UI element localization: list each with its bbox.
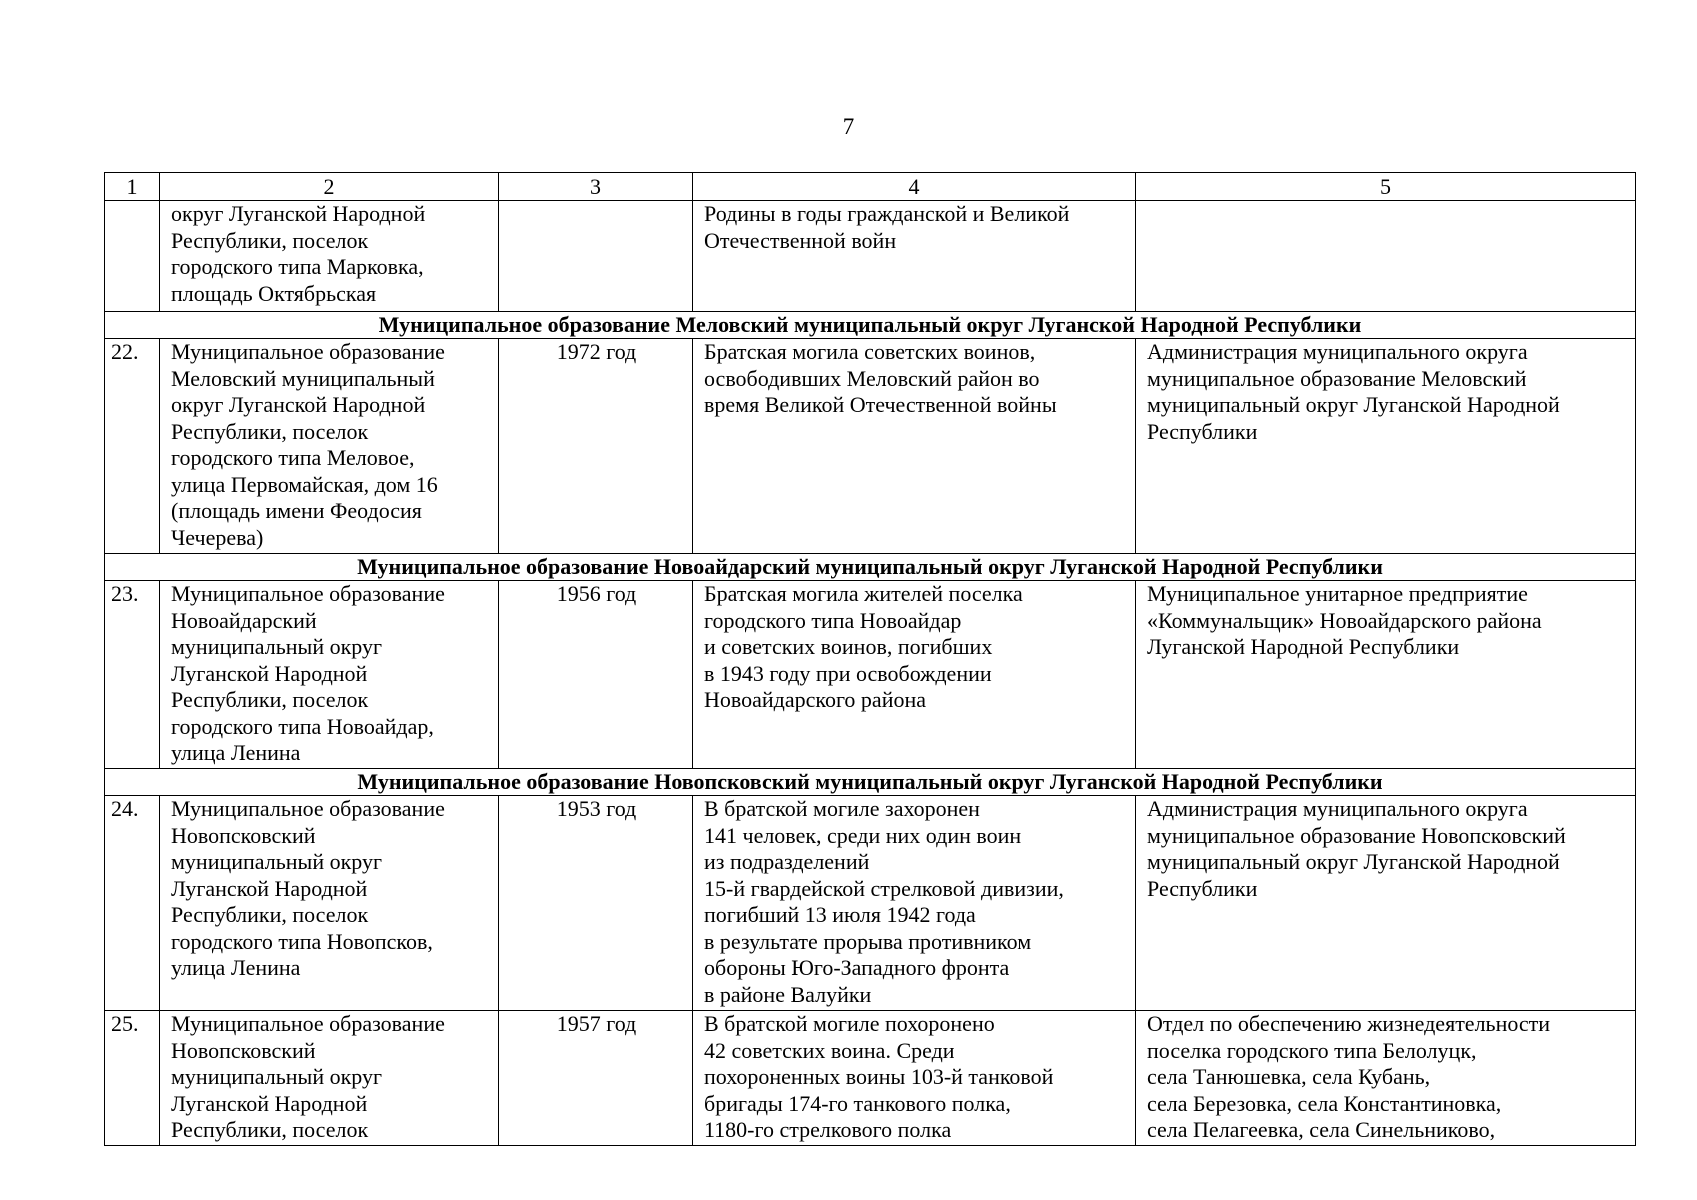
- memorial-registry-table: [104, 172, 1636, 1146]
- responsible-cell: Администрация муниципального округа муниципальное образование Меловский муниципальный округ Луганской Народной Республики: [1136, 339, 1636, 554]
- year-cell: [499, 201, 693, 312]
- address-cell: Муниципальное образование Меловский муниципальный округ Луганской Народной Республики, поселок городского типа Меловое, улица Первомайская, дом 16 (площадь имени Феодосия Чечерева): [160, 339, 499, 554]
- section-header-novopskov: [105, 769, 1636, 796]
- year-cell: 1957 год: [499, 1011, 693, 1146]
- responsible-cell: Муниципальное унитарное предприятие «Коммунальщик» Новоайдарского района Луганской Народной Республики: [1136, 581, 1636, 769]
- responsible-cell: Отдел по обеспечению жизнедеятельности поселка городского типа Белолуцк, села Танюшевка, села Кубань, села Березовка, села Константиновка, села Пелагеевка, села Синельниково,: [1136, 1011, 1636, 1146]
- description-cell: Родины в годы гражданской и Великой Отечественной войн: [693, 201, 1136, 312]
- responsible-cell: [1136, 201, 1636, 312]
- description-cell: В братской могиле похоронено 42 советских воина. Среди похороненных воины 103-й танковой бригады 174-го танкового полка, 1180-го стрелкового полка: [693, 1011, 1136, 1146]
- page-number: 7: [842, 114, 855, 139]
- table-row-22: [105, 339, 1636, 554]
- section-title: Муниципальное образование Новопсковский муниципальный округ Луганской Народной Республики: [105, 769, 1636, 796]
- address-cell: округ Луганской Народной Республики, поселок городского типа Марковка, площадь Октябрьская: [160, 201, 499, 312]
- responsible-cell: Администрация муниципального округа муниципальное образование Новопсковский муниципальный округ Луганской Народной Республики: [1136, 796, 1636, 1011]
- address-cell: Муниципальное образование Новопсковский муниципальный округ Луганской Народной Республики, поселок городского типа Новопсков, улица Ленина: [160, 796, 499, 1011]
- column-number-1: 1: [105, 173, 160, 201]
- section-header-novoaydar: [105, 554, 1636, 581]
- address-cell: Муниципальное образование Новопсковский муниципальный округ Луганской Народной Республики, поселок: [160, 1011, 499, 1146]
- row-number-cell: 22.: [105, 339, 160, 554]
- column-number-4: 4: [693, 173, 1136, 201]
- section-title: Муниципальное образование Меловский муниципальный округ Луганской Народной Республики: [105, 312, 1636, 339]
- row-number-cell: 25.: [105, 1011, 160, 1146]
- table-row-continued: [105, 201, 1636, 312]
- column-number-5: 5: [1136, 173, 1636, 201]
- address-cell: Муниципальное образование Новоайдарский муниципальный округ Луганской Народной Республики, поселок городского типа Новоайдар, улица Ленина: [160, 581, 499, 769]
- description-cell: Братская могила советских воинов, освободивших Меловский район во время Великой Отечественной войны: [693, 339, 1136, 554]
- column-number-2: 2: [160, 173, 499, 201]
- row-number-cell: 24.: [105, 796, 160, 1011]
- column-number-3: 3: [499, 173, 693, 201]
- row-number-cell: [105, 201, 160, 312]
- year-cell: 1953 год: [499, 796, 693, 1011]
- description-cell: В братской могиле захоронен 141 человек, среди них один воин из подразделений 15-й гвардейской стрелковой дивизии, погибший 13 июля 1942 года в результате прорыва противником обороны Юго-Западного фронта в районе Валуйки: [693, 796, 1136, 1011]
- year-cell: 1956 год: [499, 581, 693, 769]
- year-cell: 1972 год: [499, 339, 693, 554]
- column-number-row: [105, 173, 1636, 201]
- table-row-23: [105, 581, 1636, 769]
- row-number-cell: 23.: [105, 581, 160, 769]
- table-row-24: [105, 796, 1636, 1011]
- section-header-melovskoy: [105, 312, 1636, 339]
- section-title: Муниципальное образование Новоайдарский муниципальный округ Луганской Народной Республики: [105, 554, 1636, 581]
- table-row-25: [105, 1011, 1636, 1146]
- description-cell: Братская могила жителей поселка городского типа Новоайдар и советских воинов, погибших в 1943 году при освобождении Новоайдарского района: [693, 581, 1136, 769]
